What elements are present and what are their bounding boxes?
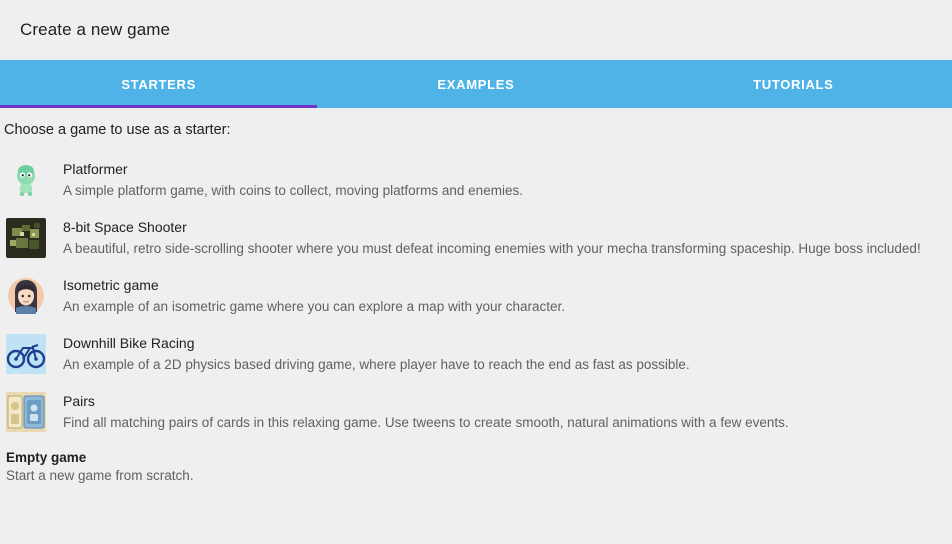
- tab-bar: [0, 60, 952, 108]
- isometric-character-thumbnail: [6, 276, 46, 316]
- starters-panel: [0, 108, 952, 544]
- space-shooter-thumbnail: [6, 218, 46, 258]
- list-item-text: [63, 334, 942, 374]
- list-item[interactable]: [0, 160, 952, 200]
- list-item[interactable]: [0, 276, 952, 316]
- list-item-description: An example of a 2D physics based driving game, where player have to reach the end as fast as possible.: [63, 357, 690, 372]
- bike-racing-thumbnail: [6, 334, 46, 374]
- instruction-label: Choose a game to use as a starter:: [4, 122, 231, 138]
- dialog-titlebar: [0, 0, 952, 60]
- tab-tutorials[interactable]: TUTORIALS: [753, 76, 834, 92]
- list-item-text: [63, 160, 942, 200]
- list-item[interactable]: [0, 392, 952, 432]
- list-item-title: 8-bit Space Shooter: [63, 219, 187, 235]
- pairs-cards-thumbnail: [6, 392, 46, 432]
- tab-examples[interactable]: EXAMPLES: [437, 76, 515, 92]
- list-item-text: [63, 218, 942, 258]
- list-item-title: Pairs: [63, 393, 95, 409]
- list-item[interactable]: [0, 334, 952, 374]
- starter-list: [0, 160, 952, 432]
- list-item-text: [63, 276, 942, 316]
- list-item-title: Platformer: [63, 161, 128, 177]
- list-item-title: Downhill Bike Racing: [63, 335, 195, 351]
- page-title: Create a new game: [20, 20, 171, 39]
- list-item-description: A beautiful, retro side-scrolling shooter where you must defeat incoming enemies with your mecha transforming spaceship. Huge boss included!: [63, 241, 921, 256]
- empty-game-title: Empty game: [6, 450, 87, 465]
- list-item-description: Find all matching pairs of cards in this relaxing game. Use tweens to create smooth, natural animations with a few events.: [63, 415, 789, 430]
- empty-game-item[interactable]: [0, 450, 952, 483]
- list-item-description: An example of an isometric game where you can explore a map with your character.: [63, 299, 565, 314]
- list-item[interactable]: [0, 218, 952, 258]
- list-item-description: A simple platform game, with coins to collect, moving platforms and enemies.: [63, 183, 523, 198]
- list-item-text: [63, 392, 942, 432]
- list-item-title: Isometric game: [63, 277, 159, 293]
- platformer-character-thumbnail: [6, 160, 46, 200]
- tab-starters[interactable]: STARTERS: [121, 76, 197, 92]
- empty-game-description: Start a new game from scratch.: [6, 468, 194, 483]
